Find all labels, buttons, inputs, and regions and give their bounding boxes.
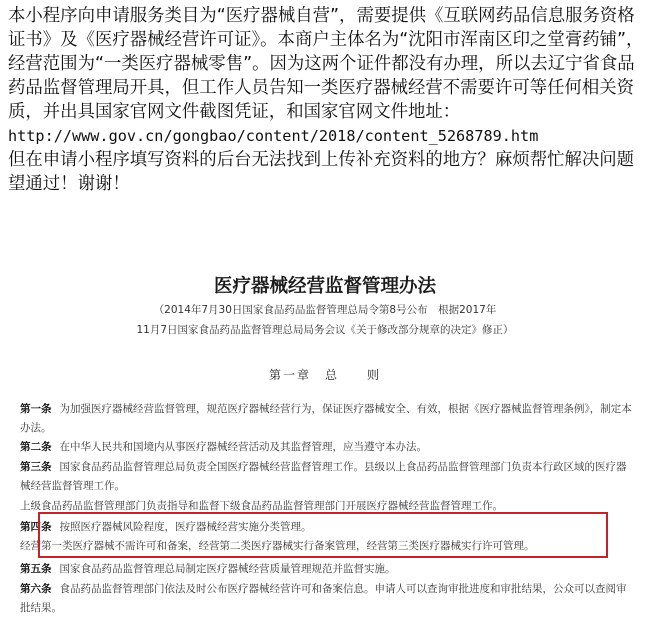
article-1 bbox=[20, 400, 632, 438]
article-text: 国家食品药品监督管理总局负责全国医疗器械经营监督管理工作。县级以上食品药品监督管理部门负责本行政区域的医疗器械经营监督管理工作。 bbox=[20, 461, 627, 492]
article-number: 第四条 bbox=[20, 521, 52, 533]
article-text: 在中华人民共和国境内从事医疗器械经营活动及其监督管理，应当遵守本办法。 bbox=[59, 441, 427, 453]
regulation-title: 医疗器械经营监督管理办法 bbox=[213, 276, 436, 297]
article-text-line-2: 经营第一类医疗器械不需许可和备案，经营第二类医疗器械实行备案管理，经营第三类医疗器械实行许可管理。 bbox=[20, 540, 535, 552]
regulation-source-line-2: 11月7日国家食品药品监督管理总局局务会议《关于修改部分规章的决定》修正） bbox=[136, 324, 514, 336]
article-number: 第一条 bbox=[20, 403, 52, 415]
post-paragraph: 本小程序向申请服务类目为“医疗器械自营”，需要提供《互联网药品信息服务资格证书》及《医疗器械经营许可证》。本商户主体名为“沈阳市浑南区印之堂膏药铺”，经营范围为“一类医疗器械零售”。因为这两个证件都没有办理，所以去辽宁省食品药品监督管理局开具，但工作人员告知一类医疗器械经营不需要许可等任何相关资质，并出具国家官网文件截图凭证，和国家官网文件地址： bbox=[8, 6, 644, 122]
article-text: 食品药品监督管理部门依法及时公布医疗器械经营许可和备案信息。申请人可以查询审批进度和审批结果，公众可以查阅审批结果。 bbox=[20, 583, 627, 614]
article-3 bbox=[20, 458, 632, 496]
article-6 bbox=[20, 580, 632, 618]
article-text: 为加强医疗器械经营监督管理，规范医疗器械经营行为，保证医疗器械安全、有效，根据《医疗器械监督管理条例》，制定本办法。 bbox=[20, 403, 632, 434]
article-number: 第三条 bbox=[20, 461, 52, 473]
official-document-link[interactable]: http://www.gov.cn/gongbao/content/2018/content_5268789.htm bbox=[8, 127, 539, 145]
highlight-box bbox=[38, 512, 608, 558]
article-number: 第六条 bbox=[20, 583, 52, 595]
article-text: 上级食品药品监督管理部门负责指导和监督下级食品药品监督管理部门开展医疗器械经营监督管理工作。 bbox=[20, 500, 503, 512]
article-text: 国家食品药品监督管理总局制定医疗器械经营质量管理规范并监督实施。 bbox=[59, 563, 396, 575]
article-number: 第二条 bbox=[20, 441, 52, 453]
post-body bbox=[8, 4, 644, 196]
article-text: 按照医疗器械风险程度，医疗器械经营实施分类管理。 bbox=[59, 521, 312, 533]
article-5 bbox=[20, 560, 632, 579]
chapter-heading: 第一章 总 则 bbox=[268, 368, 381, 382]
article-number: 第五条 bbox=[20, 563, 52, 575]
regulation-source-line-1: （2014年7月30日国家食品药品监督管理总局令第8号公布 根据2017年 bbox=[153, 304, 497, 316]
post-request: 但在申请小程序填写资料的后台无法找到上传补充资料的地方？麻烦帮忙解决问题望通过！谢谢！ bbox=[8, 150, 635, 194]
article-2 bbox=[20, 438, 632, 457]
